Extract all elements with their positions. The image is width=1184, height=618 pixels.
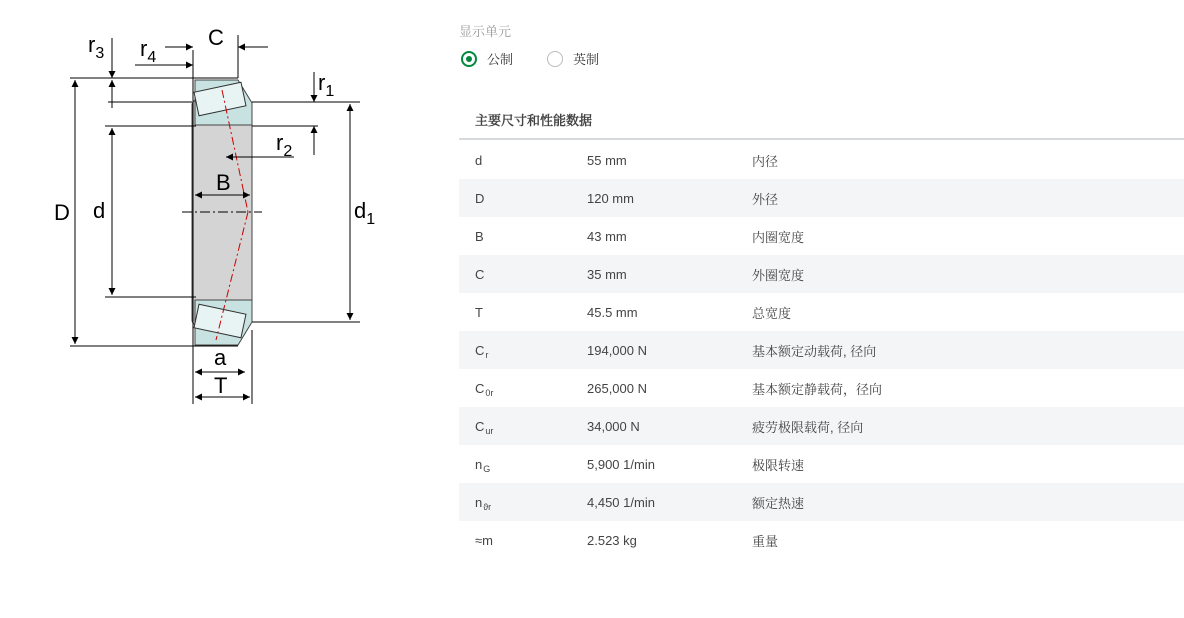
spec-value: 55 mm <box>587 152 627 168</box>
spec-symbol-base: C <box>475 342 485 358</box>
label-r2: $r_2$ <box>276 130 293 160</box>
spec-symbol-sub: G <box>483 463 491 474</box>
unit-selector-title: 显示单元 <box>459 24 512 39</box>
label-B: B <box>216 170 231 195</box>
bearing-dimension-diagram <box>0 0 440 420</box>
spec-symbol-base: D <box>475 190 485 206</box>
table-row <box>459 141 1184 179</box>
spec-symbol-sub: ur <box>485 425 494 436</box>
radio-metric-label: 公制 <box>487 52 514 67</box>
spec-value: 45.5 mm <box>587 304 638 320</box>
label-r4: $r_4$ <box>140 36 157 66</box>
spec-symbol <box>459 217 587 255</box>
spec-description: 极限转速 <box>752 457 805 473</box>
specs-table <box>459 141 1184 559</box>
table-row <box>459 445 1184 483</box>
spec-symbol <box>459 521 587 559</box>
spec-symbol <box>459 179 587 217</box>
spec-description: 疲劳极限载荷, 径向 <box>752 407 1184 445</box>
spec-description: 内圈宽度 <box>752 229 805 245</box>
spec-symbol-base: B <box>475 228 484 244</box>
spec-value: 43 mm <box>587 228 627 244</box>
spec-description: 外径 <box>752 179 1184 217</box>
table-row <box>459 255 1184 293</box>
spec-symbol-sub: r <box>485 349 489 360</box>
spec-symbol-sub: ϑr <box>483 501 492 512</box>
spec-symbol <box>459 141 587 179</box>
label-C: C <box>208 25 224 50</box>
spec-symbol-sub: 0r <box>485 387 494 398</box>
radio-unchecked-icon[interactable] <box>547 51 563 67</box>
spec-description: 额定热速 <box>752 483 1184 521</box>
spec-symbol <box>459 483 587 521</box>
specs-section-title: 主要尺寸和性能数据 <box>475 113 593 128</box>
table-row <box>459 369 1184 407</box>
table-row <box>459 331 1184 369</box>
spec-value: 5,900 1/min <box>587 456 655 472</box>
section-divider <box>459 138 1184 140</box>
spec-description: 外圈宽度 <box>752 255 1184 293</box>
label-r3: $r_3$ <box>88 32 105 62</box>
spec-symbol <box>459 331 587 369</box>
table-row <box>459 407 1184 445</box>
spec-value: 2.523 kg <box>587 532 637 548</box>
label-d1: $d_1$ <box>354 198 376 228</box>
spec-symbol-base: ≈m <box>475 532 493 548</box>
spec-symbol-base: C <box>475 418 485 434</box>
label-D: D <box>54 200 70 225</box>
spec-symbol <box>459 445 587 483</box>
label-a: a <box>214 345 227 370</box>
table-row <box>459 483 1184 521</box>
label-d: d <box>93 198 106 223</box>
spec-value: 120 mm <box>587 179 752 217</box>
label-T: T <box>214 373 228 398</box>
label-r1: $r_1$ <box>318 70 335 100</box>
spec-value: 265,000 N <box>587 380 647 396</box>
spec-value: 35 mm <box>587 255 752 293</box>
spec-symbol-base: C <box>475 266 485 282</box>
spec-description: 内径 <box>752 153 779 169</box>
spec-symbol <box>459 407 587 445</box>
radio-metric[interactable] <box>461 49 513 68</box>
spec-description: 基本额定静载荷，径向 <box>752 381 883 397</box>
bearing-section <box>182 80 262 345</box>
table-row <box>459 521 1184 559</box>
spec-symbol-base: n <box>475 494 483 510</box>
spec-value: 194,000 N <box>587 331 752 369</box>
table-row <box>459 179 1184 217</box>
spec-symbol-base: n <box>475 456 483 472</box>
spec-symbol-base: T <box>475 304 483 320</box>
table-row <box>459 293 1184 331</box>
radio-checked-icon[interactable] <box>461 51 477 67</box>
spec-description: 基本额定动载荷, 径向 <box>752 331 1184 369</box>
table-row <box>459 217 1184 255</box>
spec-symbol <box>459 293 587 331</box>
spec-description: 总宽度 <box>752 305 792 321</box>
spec-symbol <box>459 255 587 293</box>
spec-value: 4,450 1/min <box>587 483 752 521</box>
radio-imperial[interactable] <box>547 49 599 68</box>
spec-description: 重量 <box>752 533 779 549</box>
unit-radio-group <box>461 49 633 68</box>
radio-imperial-label: 英制 <box>573 52 600 67</box>
spec-value: 34,000 N <box>587 407 752 445</box>
spec-symbol-base: C <box>475 380 485 396</box>
spec-symbol <box>459 369 587 407</box>
spec-symbol-base: d <box>475 152 483 168</box>
